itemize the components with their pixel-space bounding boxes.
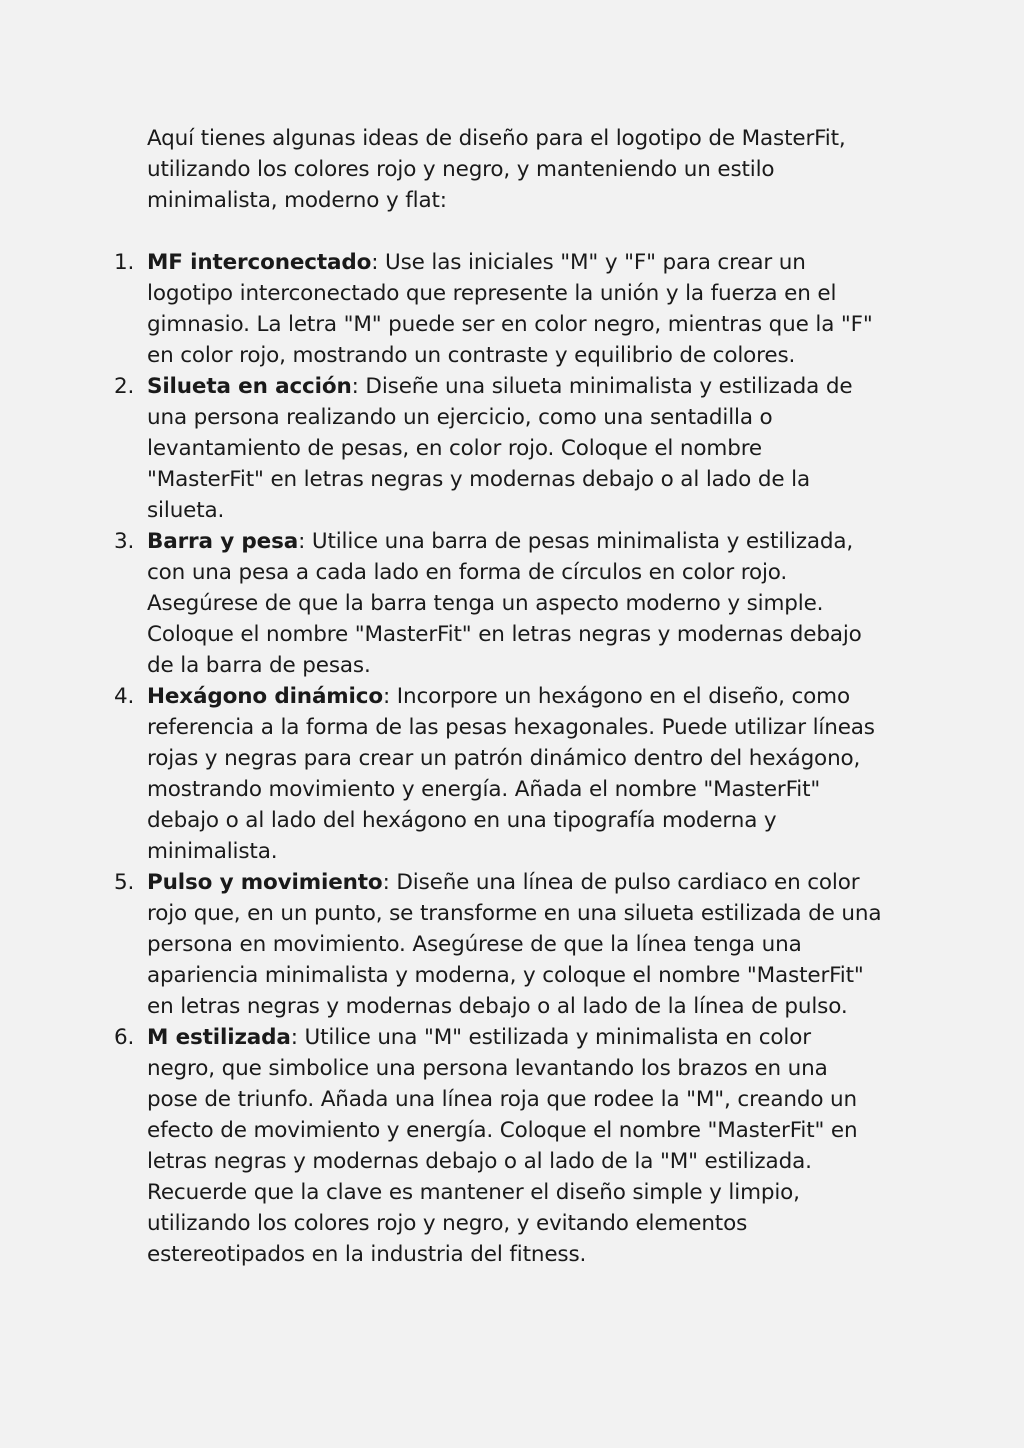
- list-item-number: 4.: [114, 684, 135, 709]
- list-item-number: 6.: [114, 1025, 135, 1050]
- list-item-title: MF interconectado: [147, 250, 372, 275]
- closing-paragraph: Recuerde que la clave es mantener el diseño simple y limpio, utilizando los colores rojo y negro, y evitando elementos estereotipados en la industria del fitness.: [147, 1180, 800, 1267]
- list-item-title: Hexágono dinámico: [147, 684, 383, 709]
- list-item-text: : Utilice una "M" estilizada y minimalista en color negro, que simbolice una persona levantando los brazos en una pose de triunfo. Añada una línea roja que rodee la "M", creando un efecto de movimiento y energía. Coloque el nombre "MasterFit" en letras negras y modernas debajo o al lado de la "M" estilizada.: [147, 1025, 858, 1174]
- document-page: [114, 123, 882, 1270]
- list-item-title: Silueta en acción: [147, 374, 352, 399]
- list-item-number: 3.: [114, 529, 135, 554]
- list-item: [114, 867, 882, 1022]
- intro-paragraph: Aquí tienes algunas ideas de diseño para el logotipo de MasterFit, utilizando los colores rojo y negro, y manteniendo un estilo minimalista, moderno y flat:: [147, 126, 846, 213]
- list-item: [114, 526, 882, 681]
- list-item: [114, 681, 882, 867]
- list-item-text: : Utilice una barra de pesas minimalista y estilizada, con una pesa a cada lado en forma de círculos en color rojo. Asegúrese de que la barra tenga un aspecto moderno y simple. Coloque el nombre "MasterFit" en letras negras y modernas debajo de la barra de pesas.: [147, 529, 862, 678]
- list-item-number: 2.: [114, 374, 135, 399]
- list-item: [114, 1022, 882, 1177]
- list-item-number: 1.: [114, 250, 135, 275]
- list-item-title: Barra y pesa: [147, 529, 299, 554]
- list-item-number: 5.: [114, 870, 135, 895]
- list-item-text: : Incorpore un hexágono en el diseño, como referencia a la forma de las pesas hexagonales. Puede utilizar líneas rojas y negras para crear un patrón dinámico dentro del hexágono, mostrando movimiento y energía. Añada el nombre "MasterFit" debajo o al lado del hexágono en una tipografía moderna y minimalista.: [147, 684, 875, 864]
- ideas-list: [114, 247, 882, 1177]
- list-item: [114, 247, 882, 371]
- list-item-text: : Use las iniciales "M" y "F" para crear un logotipo interconectado que represente la unión y la fuerza en el gimnasio. La letra "M" puede ser en color negro, mientras que la "F" en color rojo, mostrando un contraste y equilibrio de colores.: [147, 250, 873, 368]
- list-item-text: : Diseñe una línea de pulso cardiaco en color rojo que, en un punto, se transforme en una silueta estilizada de una persona en movimiento. Asegúrese de que la línea tenga una apariencia minimalista y moderna, y coloque el nombre "MasterFit" en letras negras y modernas debajo o al lado de la línea de pulso.: [147, 870, 882, 1019]
- list-item-title: Pulso y movimiento: [147, 870, 383, 895]
- list-item: [114, 371, 882, 526]
- list-item-title: M estilizada: [147, 1025, 291, 1050]
- list-item-text: : Diseñe una silueta minimalista y estilizada de una persona realizando un ejercicio, como una sentadilla o levantamiento de pesas, en color rojo. Coloque el nombre "MasterFit" en letras negras y modernas debajo o al lado de la silueta.: [147, 374, 853, 523]
